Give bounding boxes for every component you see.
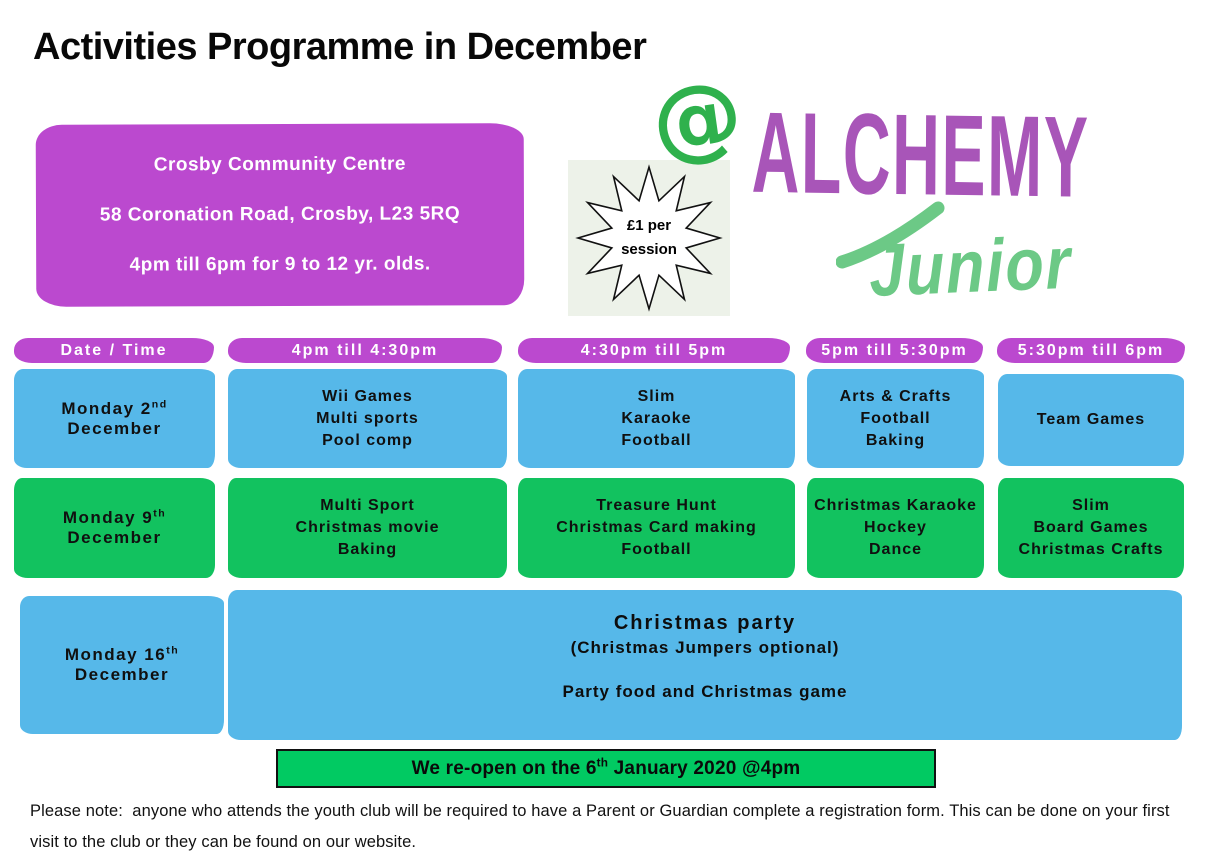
activity-line: Football: [621, 541, 692, 558]
activity-line: Football: [621, 431, 692, 449]
activity-cell-r1c1: [228, 369, 507, 468]
page-title: Activities Programme in December: [33, 26, 647, 68]
activity-line: Multi sports: [316, 409, 419, 427]
activity-cell-r2c4: [998, 478, 1184, 578]
activity-line: Dance: [868, 541, 923, 558]
price-line-2: session: [621, 241, 677, 258]
price-badge: [568, 160, 730, 316]
activity-line: Treasure Hunt: [596, 497, 717, 514]
activity-line: Pool comp: [322, 431, 413, 449]
activity-line: Team Games: [1036, 411, 1146, 428]
activity-line: Wii Games: [322, 387, 413, 405]
activity-cell-r1c2: [518, 369, 795, 468]
activity-line: Karaoke: [621, 409, 692, 427]
venue-card: [36, 123, 525, 307]
activity-cell-r1c4: [998, 374, 1184, 466]
activity-cell-r1c3: [807, 369, 984, 468]
date-cell-row-1: [14, 369, 215, 468]
header-cell-slot-1: 4pm till 4:30pm: [228, 338, 502, 363]
activity-cell-r2c2: [518, 478, 795, 578]
activity-line: Multi Sport: [320, 497, 415, 514]
date-cell-row-3: [20, 596, 224, 734]
party-cell: [228, 590, 1182, 740]
activity-line: Slim: [637, 387, 676, 405]
header-cell-date-time: Date / Time: [14, 338, 214, 363]
at-icon: @: [645, 60, 749, 177]
banner-text: We re-open on the 6th January 2020 @4pm: [411, 756, 801, 779]
venue-times: 4pm till 6pm for 9 to 12 yr. olds.: [129, 253, 431, 276]
price-line-1: £1 per: [626, 217, 672, 234]
party-subtitle: (Christmas Jumpers optional): [570, 638, 840, 657]
activity-line: Christmas Card making: [556, 519, 757, 536]
header-cell-slot-3: 5pm till 5:30pm: [806, 338, 983, 363]
activity-line: Slim: [1072, 497, 1110, 514]
party-title: Christmas party: [613, 612, 797, 634]
reopen-banner: [276, 749, 936, 788]
activity-line: Christmas movie: [295, 519, 440, 536]
date-text: Monday 9th December: [62, 507, 167, 547]
header-cell-slot-4: 5:30pm till 6pm: [997, 338, 1185, 363]
activity-line: Hockey: [864, 519, 927, 536]
date-text: Monday 16th December: [64, 644, 180, 684]
activity-line: Arts & Crafts: [839, 387, 952, 405]
footer-note: Please note: anyone who attends the youth club will be required to have a Parent or Guardian complete a registration form. This can be done on your first visit to the club or they can be found on our website.: [30, 802, 1175, 851]
venue-name: Crosby Community Centre: [153, 153, 406, 176]
activity-cell-r2c3: [807, 478, 984, 578]
price-text: [621, 214, 677, 262]
activity-line: Baking: [865, 431, 926, 449]
date-text: Monday 2nd December: [61, 397, 168, 438]
activity-cell-r2c1: [228, 478, 507, 578]
brand-sub: Junior: [868, 220, 1073, 312]
activity-line: Christmas Karaoke: [814, 497, 977, 514]
activity-line: Board Games: [1033, 519, 1149, 536]
party-detail: Party food and Christmas game: [562, 682, 848, 701]
activity-line: Christmas Crafts: [1018, 541, 1164, 558]
activity-line: Baking: [337, 541, 398, 558]
venue-address: 58 Coronation Road, Crosby, L23 5RQ: [99, 203, 461, 226]
header-cell-slot-2: 4:30pm till 5pm: [518, 338, 790, 363]
brand-name: ALCHEMY: [751, 89, 1090, 222]
activity-line: Football: [860, 409, 931, 427]
date-cell-row-2: [14, 478, 215, 578]
